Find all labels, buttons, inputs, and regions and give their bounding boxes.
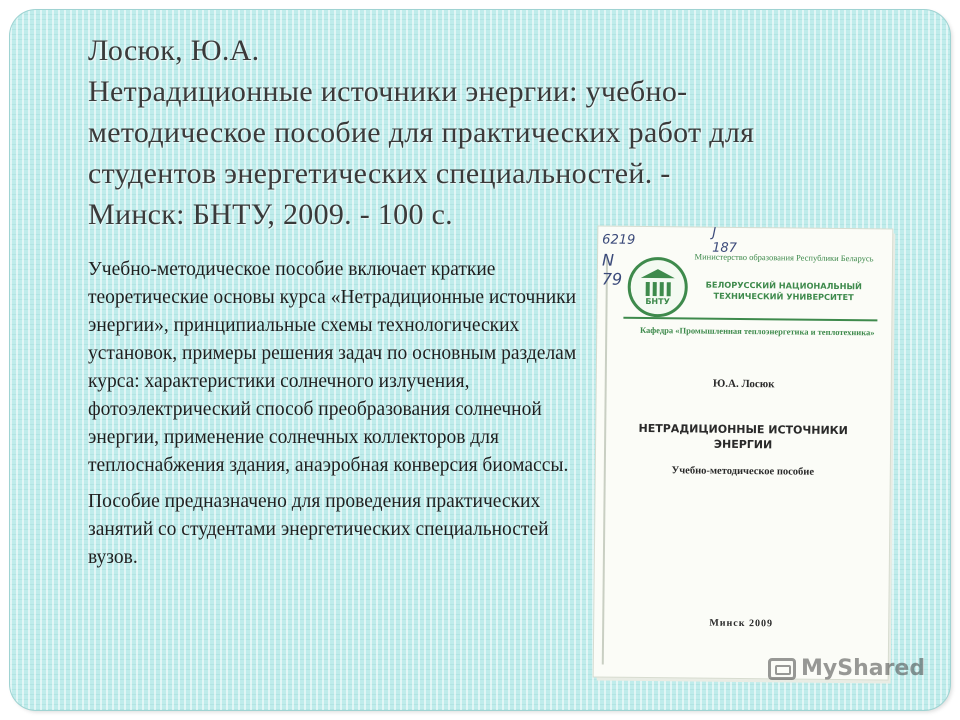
logo-roof [641,268,675,277]
handwritten-note: J 187 [712,225,738,256]
cover-subtitle: Учебно-методическое пособие [671,465,815,478]
projector-icon [768,658,796,680]
cover-city-year: Минск 2009 [709,617,774,630]
cover-author: Ю.А. Лосюк [712,377,775,391]
title-line: Минск: БНТУ, 2009. - 100 с. [88,198,453,231]
ministry-label: Министерство образования Республики Беларусь [694,251,874,264]
university-logo-icon [627,257,688,318]
book-spine-edge [602,257,608,665]
title-line-author: Лосюк, Ю.А. [88,34,260,67]
cover-divider [623,317,877,322]
handwritten-note: N 79 [601,250,623,289]
slide-body [88,256,578,580]
title-line: студентов энергетических специальностей. - [88,157,671,190]
logo-text: БНТУ [645,296,670,306]
purpose-paragraph: Пособие предназначено для проведения практических занятий со студентами энергетических специальностей вузов. [88,491,549,568]
university-name: БЕЛОРУССКИЙ НАЦИОНАЛЬНЫЙ ТЕХНИЧЕСКИЙ УНИВЕРСИТЕТ [705,279,862,303]
book-cover-image [594,226,893,679]
cover-title: НЕТРАДИЦИОННЫЕ ИСТОЧНИКИ ЭНЕРГИИ [638,421,848,452]
description-paragraph: Учебно-методическое пособие включает краткие теоретические основы курса «Нетрадиционные источники энергии», принципиальные схемы технологических установок, примеры решения задач по основным разделам курса: характеристики солнечного излучения, фотоэлектрический способ преобразования солнечной энергии, применение солнечных коллекторов для теплоснабжения здания, анаэробная конверсия биомассы. [88,259,577,476]
watermark-text: MyShared [801,656,926,681]
handwritten-note: 6219 [602,232,636,248]
handwritten-notes [601,225,738,289]
logo-columns [645,281,670,295]
title-line: Нетрадиционные источники энергии: учебно- [88,75,688,108]
slide-title [88,30,848,235]
watermark [768,656,925,681]
title-line: методическое пособие для практических работ для [88,116,755,149]
department-label: Кафедра «Промышленная теплоэнергетика и теплотехника» [639,324,875,338]
